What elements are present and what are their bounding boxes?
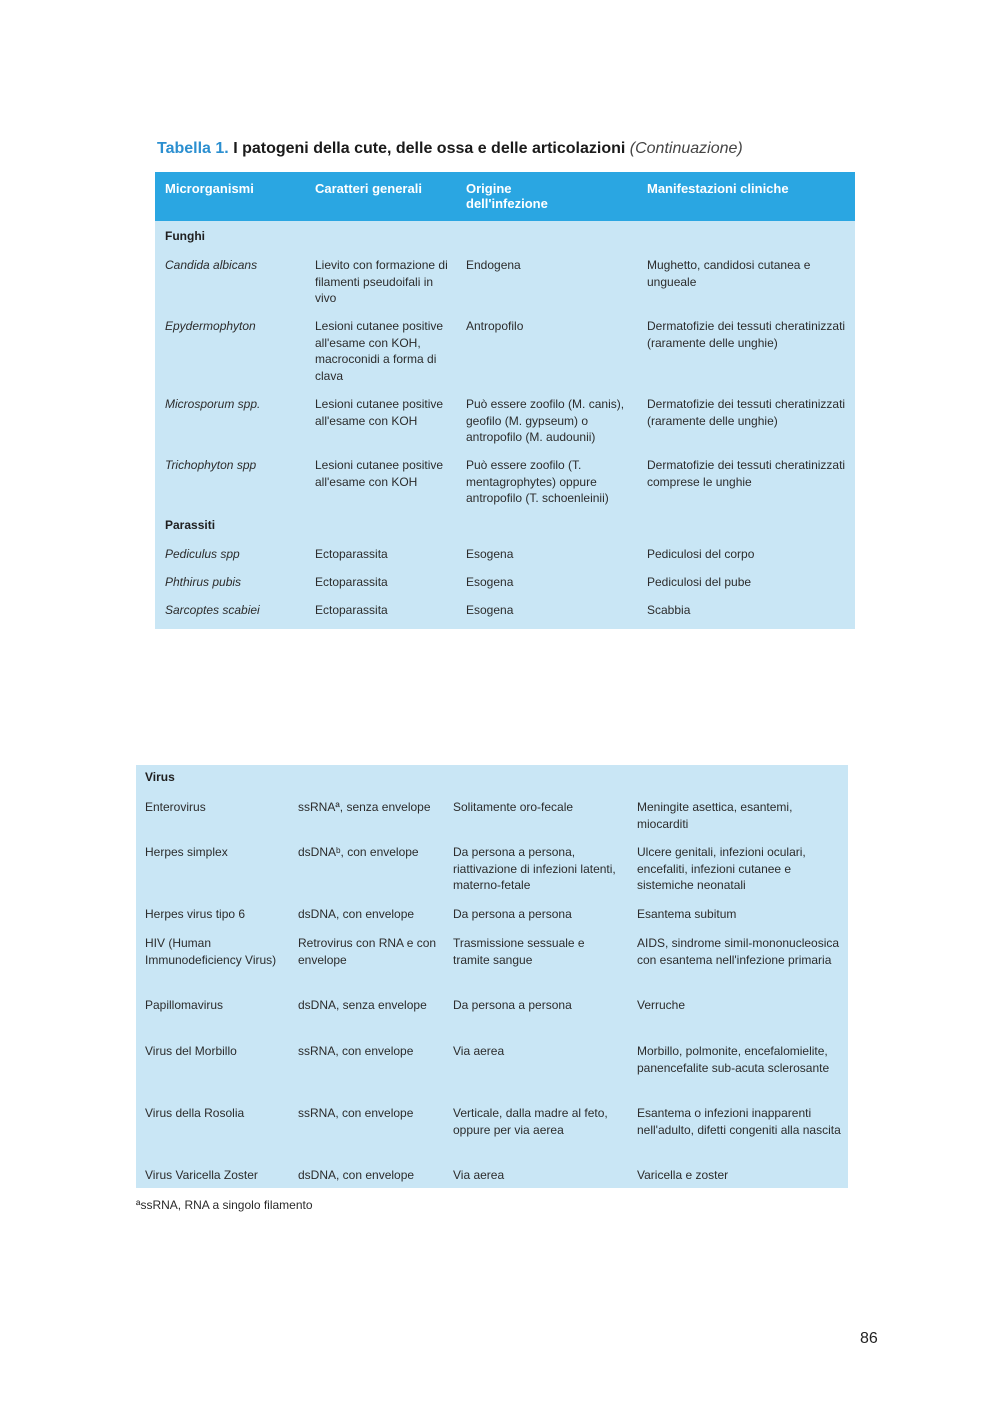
table-cell: dsDNA, con envelope [298,907,415,921]
table-cell: Phthirus pubis [165,575,242,589]
table-cell: Lesioni cutanee positive all'esame con KOH [315,458,444,489]
table-cell: ssRNAª, senza envelope [298,800,431,814]
table-cell: Lievito con formazione di filamenti pseudoifali in vivo [315,258,448,305]
footnote: ªssRNA, RNA a singolo filamento [136,1198,313,1212]
table-cell: Trichophyton spp [165,458,257,472]
table-cell: Ectoparassita [315,603,388,617]
table-cell: Lesioni cutanee positive all'esame con KOH [315,397,444,428]
header-caratteri: Caratteri generali [315,181,422,196]
table-cell: Esantema subitum [637,907,737,921]
table-cell: Candida albicans [165,258,258,272]
table-cell: Esogena [466,547,514,561]
table-cell: Pediculus spp [165,547,240,561]
table-cell: dsDNA, con envelope [298,1168,415,1182]
table-cell: Herpes simplex [145,845,228,859]
table-cell: Mughetto, candidosi cutanea e ungueale [647,258,811,289]
table-cell: Dermatofizie dei tessuti cheratinizzati comprese le unghie [647,458,846,489]
table-cell: HIV (Human Immunodeficiency Virus) [145,936,277,967]
group-parassiti: Parassiti [165,518,216,532]
table-header-row [155,172,855,221]
table-cell: Da persona a persona [453,998,572,1012]
table-cell: Ectoparassita [315,575,388,589]
table-cell: Dermatofizie dei tessuti cheratinizzati (raramente delle unghie) [647,319,846,350]
group-virus: Virus [145,770,175,784]
table-title-text: I patogeni della cute, delle ossa e delle articolazioni [233,140,626,157]
table-title [157,140,743,158]
header-manifestazioni: Manifestazioni cliniche [647,181,789,196]
table-cell: Virus della Rosolia [145,1106,245,1120]
table-cell: ssRNA, con envelope [298,1106,414,1120]
table-cell: Via aerea [453,1168,505,1182]
table-cell: Da persona a persona [453,907,572,921]
table-cell: Ectoparassita [315,547,388,561]
table-cell: Esogena [466,603,514,617]
table-cell: Può essere zoofilo (M. canis), geofilo (M. gypseum) o antropofilo (M. audounii) [466,397,625,444]
table-cell: Verticale, dalla madre al feto, oppure per via aerea [453,1106,608,1137]
header-origine: Origine dell'infezione [466,181,548,211]
table-number: Tabella 1. [157,140,229,157]
table-cell: Verruche [637,998,686,1012]
table-continued: (Continuazione) [629,140,743,157]
table-1-virus [136,765,848,1188]
table-cell: Meningite asettica, esantemi, miocarditi [637,800,793,831]
table-cell: Dermatofizie dei tessuti cheratinizzati (raramente delle unghie) [647,397,846,428]
table-cell: Trasmissione sessuale e tramite sangue [453,936,585,967]
group-funghi: Funghi [165,229,205,243]
table-cell: Microsporum spp. [165,397,261,411]
table-cell: Esantema o infezioni inapparenti nell'adulto, difetti congeniti alla nascita [637,1106,841,1137]
table-cell: Virus Varicella Zoster [145,1168,258,1182]
table-cell: Pediculosi del pube [647,575,752,589]
table-cell: Antropofilo [466,319,524,333]
table-cell: Via aerea [453,1044,505,1058]
table-cell: Lesioni cutanee positive all'esame con KOH, macroconidi a forma di clava [315,319,444,383]
table-cell: Retrovirus con RNA e con envelope [298,936,437,967]
table-cell: Endogena [466,258,521,272]
table-cell: Da persona a persona, riattivazione di infezioni latenti, materno-fetale [453,845,616,892]
table-cell: Solitamente oro-fecale [453,800,574,814]
table-1 [155,172,855,629]
table-cell: Sarcoptes scabiei [165,603,260,617]
table-cell: Papillomavirus [145,998,224,1012]
table-cell: Esogena [466,575,514,589]
table-cell: Varicella e zoster [637,1168,729,1182]
table-cell: Epydermophyton [165,319,256,333]
table-cell: AIDS, sindrome simil-mononucleosica con esantema nell'infezione primaria [637,936,840,967]
table-cell: Pediculosi del corpo [647,547,755,561]
table-cell: ssRNA, con envelope [298,1044,414,1058]
header-microrganismi: Microrganismi [165,181,254,196]
table-cell: Ulcere genitali, infezioni oculari, encefaliti, infezioni cutanee e sistemiche neonatali [637,845,806,892]
table-cell: Scabbia [647,603,691,617]
table-cell: Virus del Morbillo [145,1044,237,1058]
table-cell: Enterovirus [145,800,206,814]
table-cell: Può essere zoofilo (T. mentagrophytes) oppure antropofilo (T. schoenleinii) [466,458,609,505]
table-cell: Morbillo, polmonite, encefalomielite, panencefalite sub-acuta sclerosante [637,1044,830,1075]
table-cell: Herpes virus tipo 6 [145,907,246,921]
page-number: 86 [860,1330,878,1347]
table-cell: dsDNA, senza envelope [298,998,427,1012]
table-cell: dsDNAᵇ, con envelope [298,845,419,859]
